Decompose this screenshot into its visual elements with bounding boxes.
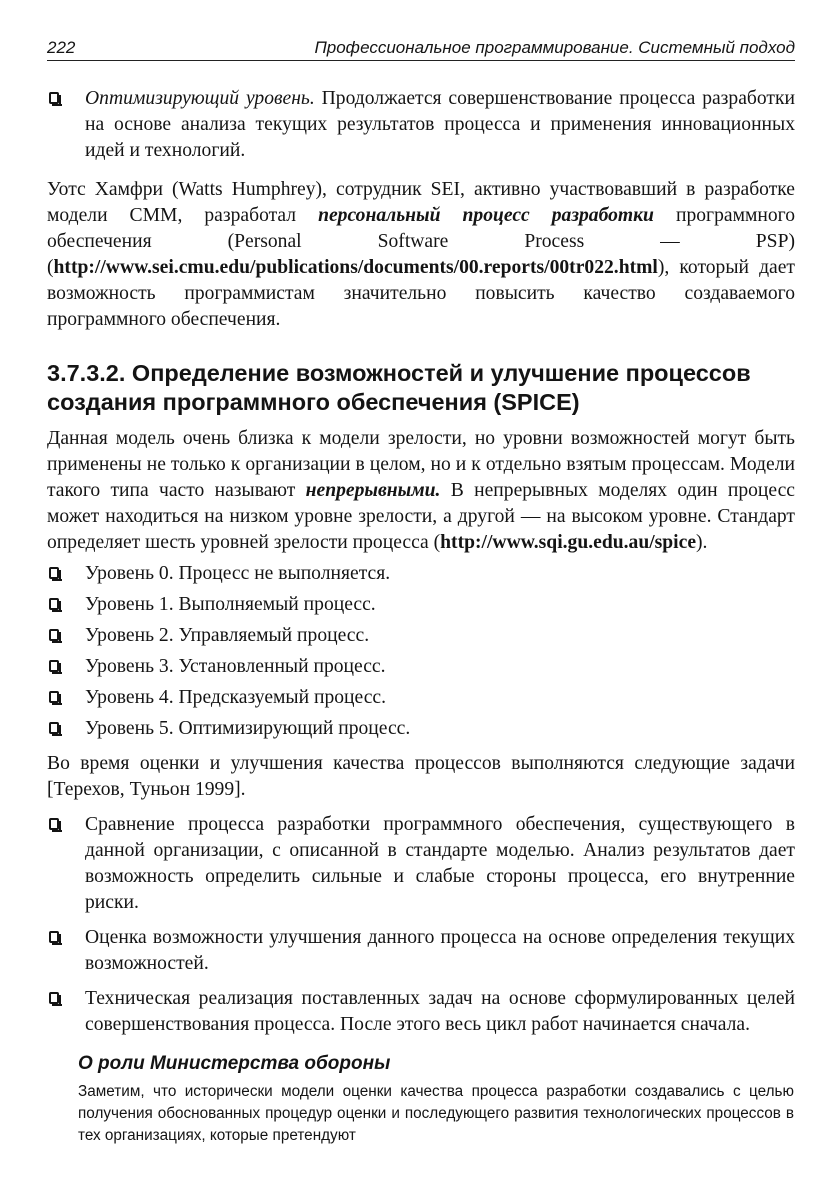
- page-number: 222: [47, 38, 76, 57]
- task-3-text: Техническая реализация поставленных задач на основе сформулированных целей совершенствования процесса. После этого весь цикл работ начинается сначала.: [85, 988, 795, 1035]
- spice-intro-text-3: ).: [696, 532, 708, 553]
- optimizing-level-bullet: [47, 86, 795, 164]
- checkbox-bullet-icon: [49, 818, 59, 830]
- psp-text-2: программного обеспечения (Personal Software Process — PSP) (: [47, 205, 795, 278]
- list-item: [47, 685, 795, 711]
- psp-url-link[interactable]: http://www.sei.cmu.edu/publications/documents/00.reports/00tr022.html: [53, 257, 658, 278]
- psp-emphasis: персональный процесс разработки: [318, 205, 654, 226]
- tasks-list: [47, 812, 795, 1038]
- checkbox-bullet-icon: [49, 660, 59, 672]
- levels-list: [47, 561, 795, 742]
- level-5-text: Уровень 5. Оптимизирующий процесс.: [85, 718, 411, 739]
- psp-paragraph: [47, 177, 795, 333]
- psp-text-1: Уотс Хамфри (Watts Humphrey), сотрудник SEI, активно участвовавший в разработке модели CMM, разработал: [47, 179, 795, 226]
- checkbox-bullet-icon: [49, 567, 59, 579]
- list-item: [47, 561, 795, 587]
- list-item: [47, 812, 795, 916]
- page-header: [47, 36, 795, 61]
- note-text: Заметим, что исторически модели оценки качества процесса разработки создавались с целью получения обоснованных процедур оценки и последующего развития технологических процессов в тех организациях, которые претендуют: [78, 1083, 794, 1144]
- note-title: О роли Министерства обороны: [78, 1053, 391, 1074]
- list-item: [47, 654, 795, 680]
- checkbox-bullet-icon: [49, 92, 59, 104]
- list-item: [47, 986, 795, 1038]
- checkbox-bullet-icon: [49, 931, 59, 943]
- running-title: Профессиональное программирование. Системный подход: [314, 38, 795, 57]
- spice-url-link[interactable]: http://www.sqi.gu.edu.au/spice: [440, 532, 697, 553]
- spice-intro-paragraph: [47, 426, 795, 556]
- task-2-text: Оценка возможности улучшения данного процесса на основе определения текущих возможностей.: [85, 927, 795, 974]
- checkbox-bullet-icon: [49, 598, 59, 610]
- level-4-text: Уровень 4. Предсказуемый процесс.: [85, 687, 387, 708]
- checkbox-bullet-icon: [49, 992, 59, 1004]
- list-item: [47, 623, 795, 649]
- spice-intro-text-1: Данная модель очень близка к модели зрелости, но уровни возможностей могут быть применены не только к организации в целом, но и к отдельно взятым процессам. Модели такого типа часто называют: [47, 428, 795, 501]
- checkbox-bullet-icon: [49, 691, 59, 703]
- spice-intro-emphasis: непрерывными.: [305, 480, 441, 501]
- checkbox-bullet-icon: [49, 722, 59, 734]
- level-0-text: Уровень 0. Процесс не выполняется.: [85, 563, 391, 584]
- bullet-text: Продолжается совершенствование процесса разработки на основе анализа текущих результатов процесса и применения инновационных идей и технологий.: [85, 88, 795, 161]
- list-item: [47, 716, 795, 742]
- tasks-intro-paragraph: Во время оценки и улучшения качества процессов выполняются следующие задачи [Терехов, Туньон 1999].: [47, 753, 795, 800]
- section-heading: 3.7.3.2. Определение возможностей и улучшение процессов создания программного обеспечения (SPICE): [47, 360, 751, 415]
- checkbox-bullet-icon: [49, 629, 59, 641]
- task-1-text: Сравнение процесса разработки программного обеспечения, существующего в данной организации, с описанной в стандарте моделью. Анализ результатов дает возможность определить сильные и слабые стороны процесса, его внутренние риски.: [85, 814, 795, 913]
- list-item: [47, 592, 795, 618]
- level-2-text: Уровень 2. Управляемый процесс.: [85, 625, 370, 646]
- sidebar-note: [78, 1052, 794, 1147]
- spice-intro-text-2: В непрерывных моделях один процесс может находиться на низком уровне зрелости, а другой — на высоком уровне. Стандарт определяет шесть уровней зрелости процесса (: [47, 480, 795, 553]
- page-body: [47, 86, 795, 1047]
- psp-text-3: ), который дает возможность программистам значительно повысить качество создаваемого программного обеспечения.: [47, 257, 795, 330]
- bullet-italic-lead: Оптимизирующий уровень.: [85, 88, 315, 109]
- list-item: [47, 925, 795, 977]
- level-3-text: Уровень 3. Установленный процесс.: [85, 656, 386, 677]
- level-1-text: Уровень 1. Выполняемый процесс.: [85, 594, 376, 615]
